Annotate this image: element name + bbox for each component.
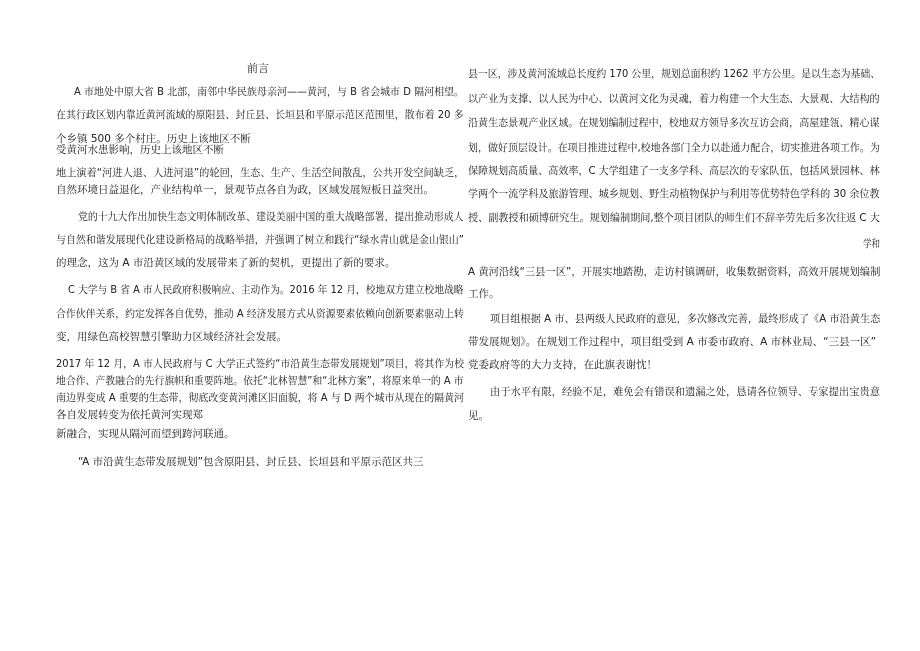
paragraph-line: 自然环境日益退化，产业结构单一，景观节点各自为政，区域发展短板日益突出。 (56, 184, 434, 196)
paragraph-line: 2017 年 12 月，A 市人民政府与 C 大学正式签约“市沿黄生态带发展规划”项目，将其作为校 (56, 358, 464, 370)
paragraph-line: 沿黄生态景观产业区域。在规划编制过程中，校地双方领导多次互访会商，高屋建瓴、精心谋 (468, 117, 880, 129)
paragraph-line: 授、副教授和硕博研究生。规划编制期间,整个项目团队的师生们不辞辛劳先后多次往返 C 大 (468, 212, 880, 224)
paragraph-line: A 黄河沿线“三县一区”，开展实地踏勘，走访村镇调研，收集数据资料，高效开展规划编制 (468, 266, 881, 278)
paragraph-line: 由于水平有限，经验不足，难免会有错误和遗漏之处，恳请各位领导、专家提出宝贵意 (490, 386, 880, 398)
paragraph-line: 在其行政区划内靠近黄河流域的原阳县、封丘县、长垣县和平原示范区范围里，散布着 20 多 (56, 109, 464, 121)
paragraph-line: 党委政府等的大力支持，在此旗表谢忱！ (468, 359, 657, 371)
paragraph-line: 工作。 (468, 288, 500, 300)
paragraph-line: A 市地处中原大省 B 北部，南邻中华民族母亲河——黄河，与 B 省会城市 D 隔河相望。 (74, 86, 465, 98)
paragraph-line: 与自然和谐发展现代化建设新格局的战略举措，并强调了树立和践行“绿水青山就是金山银山” (56, 234, 464, 246)
paragraph-line: 个乡镇 500 多个村庄。历史上该地区不断 (56, 133, 251, 145)
paragraph-line: 南边界变成 A 重要的生态带，彻底改变黄河滩区旧面貌，将 A 与 D 两个城市从现在的隔黄河 (56, 392, 464, 404)
paragraph-line: 划，做好顶层设计。在项目推进过程中,校地各部门全力以赴通力配合，切实推进各项工作。为 (468, 142, 880, 154)
paragraph-line: 地合作、产教融合的先行旗帜和重要阵地。依托“北林智慧”和“北林方案”，将原来单一的 A 市 (56, 375, 464, 387)
paragraph-line: C 大学与 B 省 A 市人民政府积极响应、主动作为。2016 年 12 月，校地双方建立校地战略 (68, 284, 464, 296)
paragraph-line: 党的十九大作出加快生态文明体制改革、建设美丽中国的重大战略部署，提出推动形成人 (78, 211, 464, 223)
paragraph-line: 受黄河水患影响，历史上该地区不断 (56, 144, 224, 156)
page-title: 前言 (247, 62, 269, 75)
paragraph-line: 地上演着“河进人退、人进河退”的轮回，生态、生产、生活空间散乱，公共开发空间缺乏， (56, 167, 465, 179)
paragraph-line: 带发展规划》。在规划工作过程中，项目组受到 A 市委市政府、A 市林业局、“三县一区” (468, 336, 877, 348)
paragraph-line: 新融合，实现从隔河而望到跨河联通。 (56, 428, 235, 440)
paragraph-line: 项目组根据 A 市、县两级人民政府的意见，多次修改完善，最终形成了《A 市沿黄生态 (490, 313, 881, 325)
paragraph-line: 合作伙伴关系，约定发挥各自优势，推动 A 经济发展方式从资源要素依赖向创新要素驱动上转 (56, 308, 464, 320)
paragraph-line: 各自发展转变为依托黄河实现郑 (56, 409, 203, 421)
paragraph-line: 保障规划高质量、高效率，C 大学组建了一支多学科、高层次的专家队伍，包括风景园林、林 (468, 165, 880, 177)
paragraph-line: 见。 (468, 410, 489, 422)
paragraph-line: 学两个一流学科及旅游管理、城乡规划、野生动植物保护与利用等优势特色学科的 30 余位教 (468, 188, 880, 200)
paragraph-line: 县一区，涉及黄河流域总长度约 170 公里，规划总面积约 1262 平方公里。是以生态为基础、 (468, 68, 881, 80)
paragraph-line: 学和 (863, 238, 880, 250)
paragraph-line: 以产业为支撑、以人民为中心、以黄河文化为灵魂，着力构建一个大生态、大景观、大结构的 (468, 93, 880, 105)
paragraph-line: “A 市沿黄生态带发展规划”包含原阳县、封丘县、长垣县和平原示范区共三 (78, 456, 424, 468)
paragraph-line: 的理念，这为 A 市沿黄区域的发展带来了新的契机，更提出了新的要求。 (56, 257, 396, 269)
paragraph-line: 变，用绿色高校智慧引擎助力区域经济社会发展。 (56, 331, 287, 343)
